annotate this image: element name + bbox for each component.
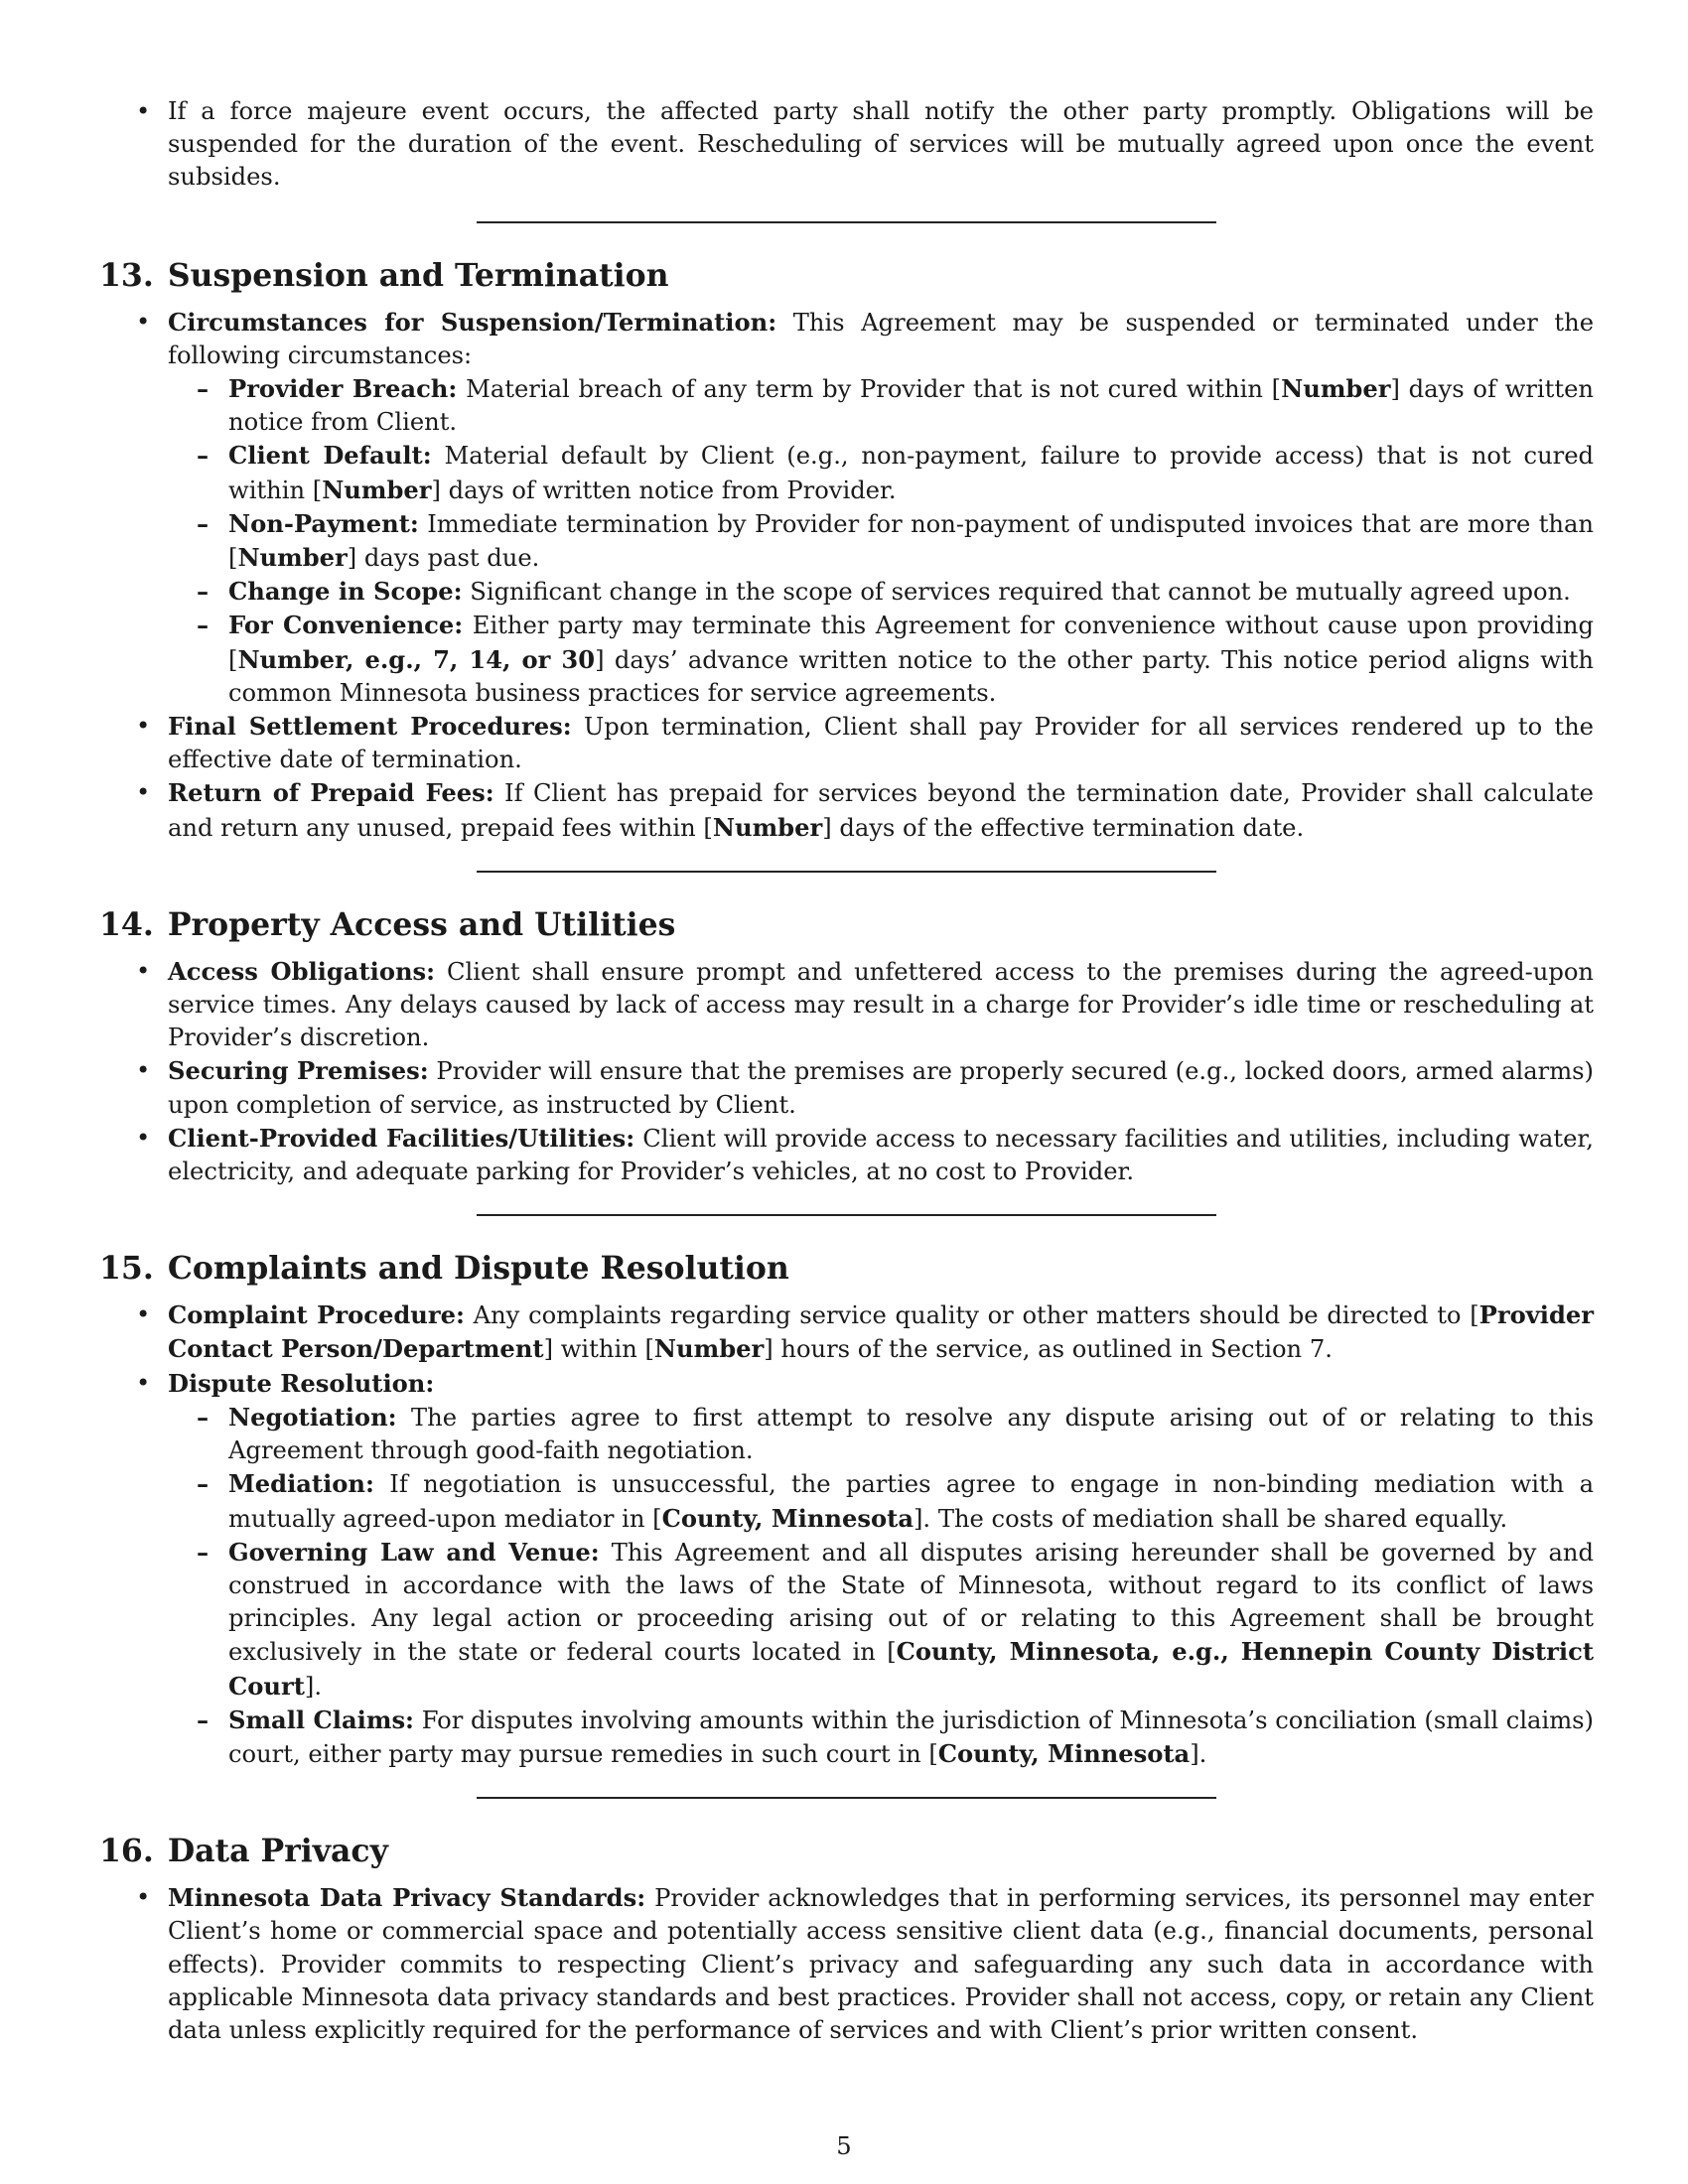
section-heading-16: 16. Data Privacy xyxy=(99,1833,388,1870)
list-item: • Circumstances for Suspension/Termination: This Agreement may be suspended or terminated under the following circumstances: – Provider Breach: Material breach of any term by Provider that is not cured within [Number] days of written notice from Client. – Client Default: Material default by Client (e.g., non-payment, failure to provide access) that is not cured within [Number] days of written notice from Provider. – Non-Payment: Immediate termination by Provider for non-payment of undisputed invoices that are more than [Number] days past due. – Change in Scope: Significant change in the scope of services required that cannot be mutually agreed upon. – For Convenience: Either party may terminate this Agreement for convenience without cause upon providing [Number, e.g., 7, 14, or 30] days’ advance written notice to the other party. This notice period aligns with common Minnesota business practices for service agreements. xyxy=(99,306,1594,710)
section-16-list xyxy=(99,1881,1594,2047)
section-13-list xyxy=(99,306,1594,845)
sublist-item: – For Convenience: Either party may terminate this Agreement for convenience without cause upon providing [Number, e.g., 7, 14, or 30] days’ advance written notice to the other party. This notice period aligns with common Minnesota business practices for service agreements. xyxy=(168,609,1594,710)
section-heading-13: 13. Suspension and Termination xyxy=(99,256,669,294)
list-item: • Access Obligations: Client shall ensure prompt and unfettered access to the premises during the agreed-upon service times. Any delays caused by lack of access may result in a charge for Provider’s idle time or rescheduling at Provider’s discretion. xyxy=(99,955,1594,1055)
section-heading-14: 14. Property Access and Utilities xyxy=(99,905,676,943)
page-number: 5 xyxy=(836,2132,852,2160)
sublist-item: – Provider Breach: Material breach of any term by Provider that is not cured within [Number] days of written notice from Client. xyxy=(168,372,1594,439)
list-item: • Client-Provided Facilities/Utilities: Client will provide access to necessary facilities and utilities, including water, electricity, and adequate parking for Provider’s vehicles, at no cost to Provider. xyxy=(99,1122,1594,1188)
sublist-item: – Small Claims: For disputes involving amounts within the jurisdiction of Minnesota’s conciliation (small claims) court, either party may pursue remedies in such court in [County, Minnesota]. xyxy=(168,1704,1594,1771)
section-15-list xyxy=(99,1298,1594,1771)
list-item xyxy=(99,95,1594,195)
list-item: • Dispute Resolution: – Negotiation: The parties agree to first attempt to resolve any dispute arising out of or relating to this Agreement through good-faith negotiation. – Mediation: If negotiation is unsuccessful, the parties agree to engage in non-binding mediation with a mutually agreed-upon mediator in [County, Minnesota]. The costs of mediation shall be shared equally. – Governing Law and Venue: This Agreement and all disputes arising hereunder shall be governed by and construed in accordance with the laws of the State of Minnesota, without regard to its conflict of laws principles. Any legal action or proceeding arising out of or relating to this Agreement shall be brought exclusively in the state or federal courts located in [County, Minnesota, e.g., Hennepin County District Court]. – Small Claims: For disputes involving amounts within the jurisdiction of Minnesota’s conciliation (small claims) court, either party may pursue remedies in such court in [County, Minnesota]. xyxy=(99,1367,1594,1771)
section-14-list xyxy=(99,955,1594,1188)
sublist-item: – Mediation: If negotiation is unsuccessful, the parties agree to engage in non-binding mediation with a mutually agreed-upon mediator in [County, Minnesota]. The costs of mediation shall be shared equally. xyxy=(168,1467,1594,1535)
document-page xyxy=(99,95,1594,2047)
list-item: • Minnesota Data Privacy Standards: Provider acknowledges that in performing services, its personnel may enter Client’s home or commercial space and potentially access sensitive client data (e.g., financial documents, personal effects). Provider commits to respecting Client’s privacy and safeguarding any such data in accordance with applicable Minnesota data privacy standards and best practices. Provider shall not access, copy, or retain any Client data unless explicitly required for the performance of services and with Client’s prior written consent. xyxy=(99,1881,1594,2047)
dispute-sublist xyxy=(99,1401,1594,1771)
circumstances-sublist xyxy=(99,372,1594,710)
list-item: • Final Settlement Procedures: Upon termination, Client shall pay Provider for all services rendered up to the effective date of termination. xyxy=(99,710,1594,776)
section-heading-15: 15. Complaints and Dispute Resolution xyxy=(99,1250,789,1288)
list-item: • Securing Premises: Provider will ensure that the premises are properly secured (e.g., locked doors, armed alarms) upon completion of service, as instructed by Client. xyxy=(99,1054,1594,1121)
list-item: • Complaint Procedure: Any complaints regarding service quality or other matters should be directed to [Provider Contact Person/Department] within [Number] hours of the service, as outlined in Section 7. xyxy=(99,1298,1594,1366)
sublist-item: – Change in Scope: Significant change in the scope of services required that cannot be mutually agreed upon. xyxy=(168,575,1594,609)
intro-text: If a force majeure event occurs, the affected party shall notify the other party promptly. Obligations will be suspended for the duration of the event. Rescheduling of services will be mutually agreed upon once the event subsides. xyxy=(168,97,1594,192)
sublist-item: – Negotiation: The parties agree to first attempt to resolve any dispute arising out of or relating to this Agreement through good-faith negotiation. xyxy=(168,1401,1594,1467)
sublist-item: – Governing Law and Venue: This Agreement and all disputes arising hereunder shall be governed by and construed in accordance with the laws of the State of Minnesota, without regard to its conflict of laws principles. Any legal action or proceeding arising out of or relating to this Agreement shall be brought exclusively in the state or federal courts located in [County, Minnesota, e.g., Hennepin County District Court]. xyxy=(168,1536,1594,1704)
sublist-item: – Client Default: Material default by Client (e.g., non-payment, failure to provide access) that is not cured within [Number] days of written notice from Provider. xyxy=(168,439,1594,506)
list-item: • Return of Prepaid Fees: If Client has prepaid for services beyond the termination date, Provider shall calculate and return any unused, prepaid fees within [Number] days of the effective termination date. xyxy=(99,776,1594,844)
intro-list xyxy=(99,95,1594,195)
sublist-item: – Non-Payment: Immediate termination by Provider for non-payment of undisputed invoices that are more than [Number] days past due. xyxy=(168,507,1594,575)
